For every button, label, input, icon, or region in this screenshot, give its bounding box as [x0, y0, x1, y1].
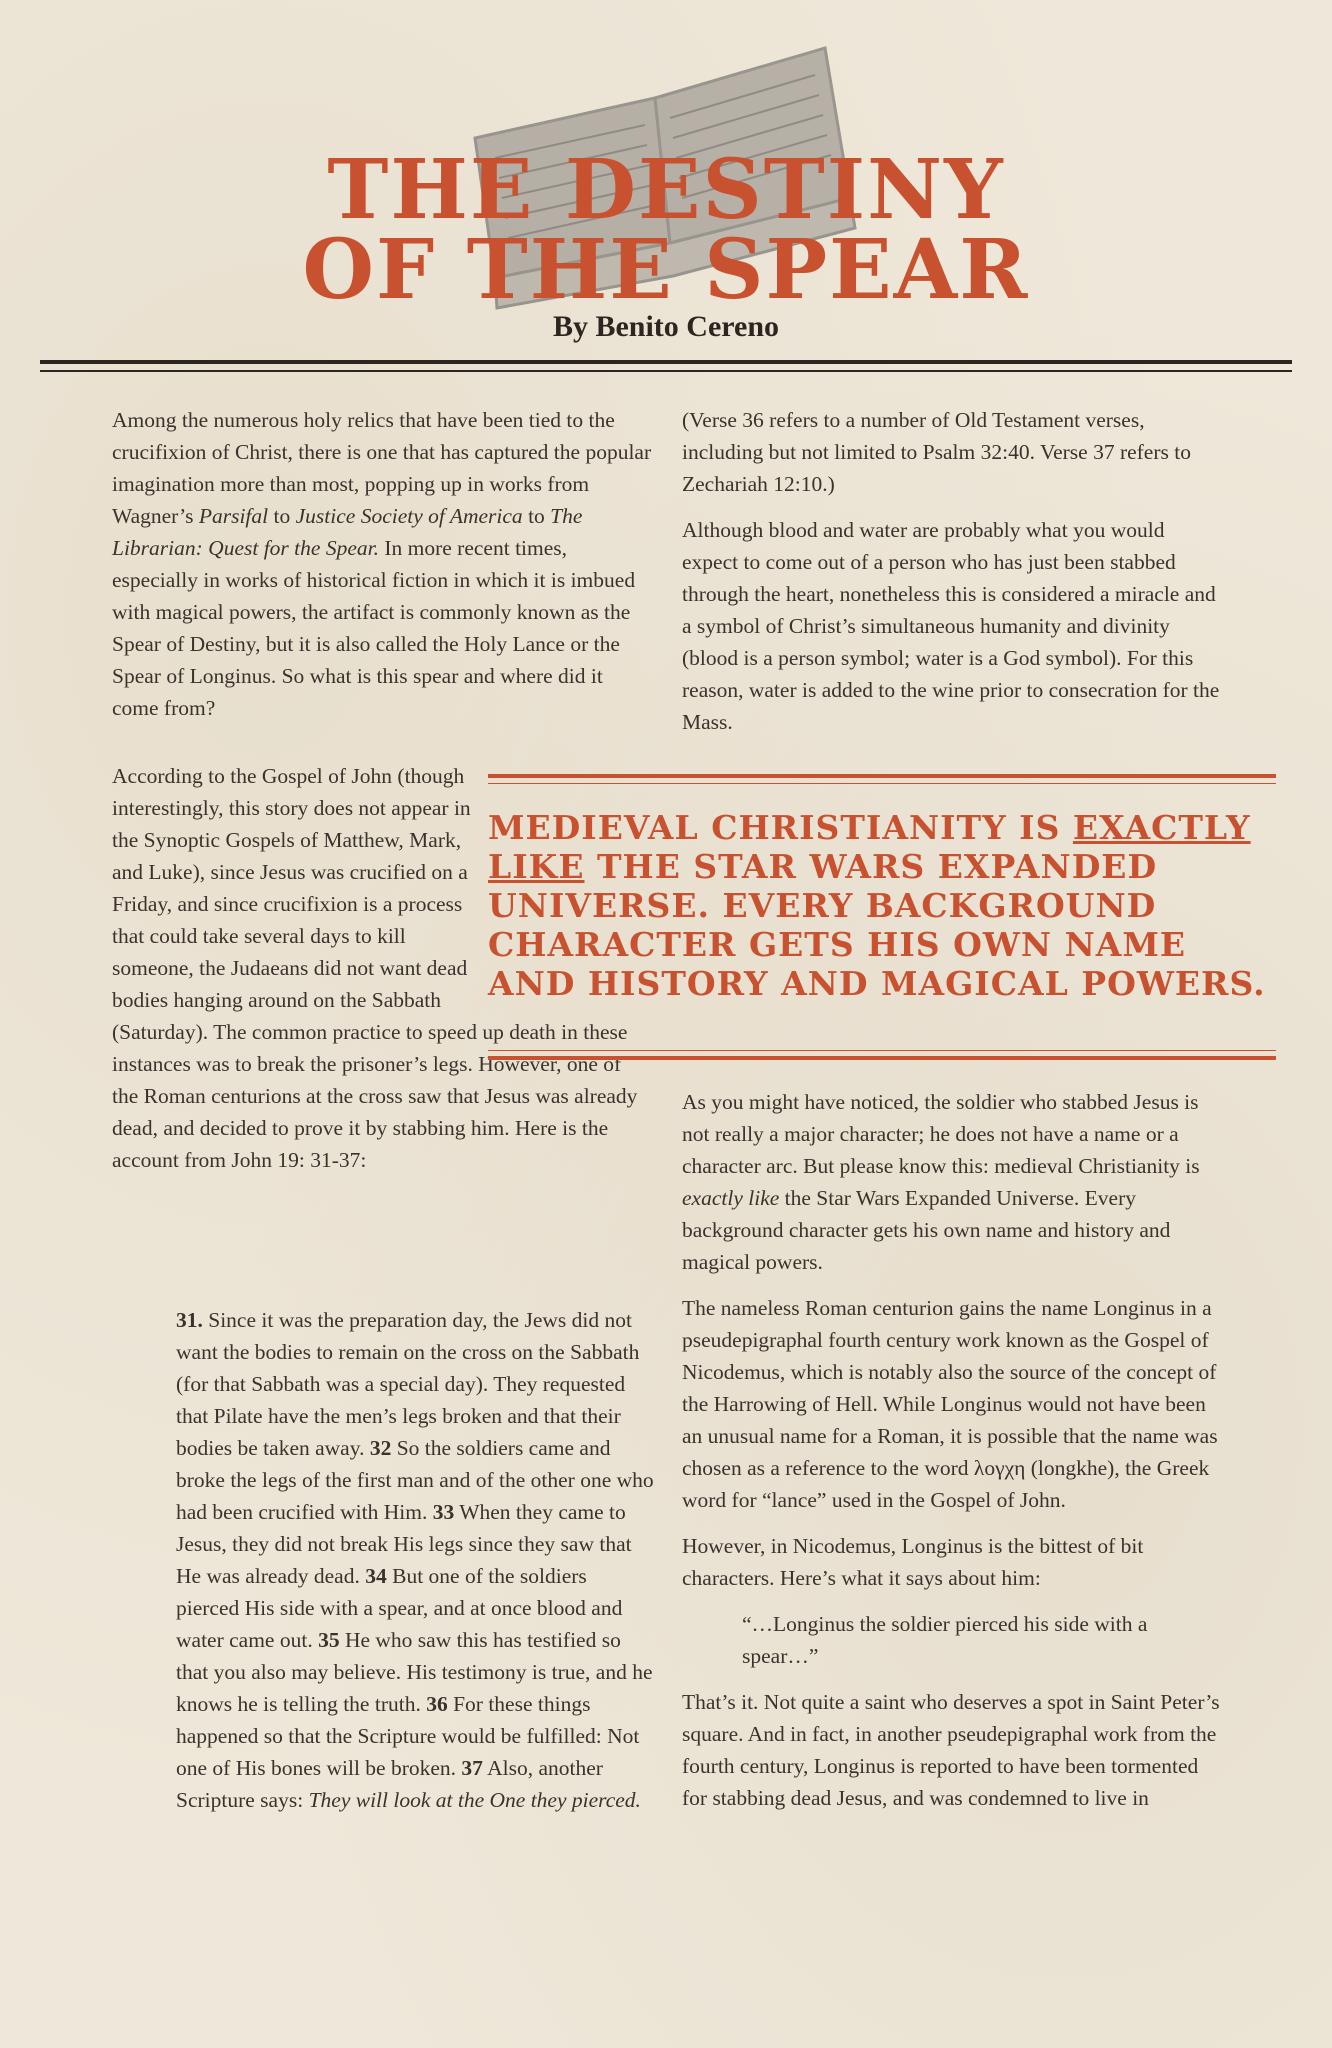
- soldier-paragraph: As you might have noticed, the soldier who stabbed Jesus is not really a major character; he does not have a name or a character arc. But please know this: medieval Christianity is exactly like the Star Wars Expanded Universe. Every background character gets his own name and history and magical powers.: [682, 1090, 1200, 1274]
- title-line-2: OF THE SPEAR: [302, 222, 1030, 318]
- title-line-1: THE DESTINY: [327, 142, 1005, 238]
- gospel-paragraph-narrow: According to the Gospel of John (though interestingly, this story does not appear in the Synoptic Gospels of Matthew, Mark, and Luke), since Jesus was crucified on a Friday, and since crucifixion is a process that could take several days to kill someone, the Judaeans did not want dead bodies hanging around on the Sabbath: [112, 764, 471, 1012]
- blood-water-paragraph: Although blood and water are probably what you would expect to come out of a person who has just been stabbed through the heart, nonetheless this is considered a miracle and a symbol of Christ’s simultaneous humanity and divinity (blood is a person symbol; water is a God symbol). For this reason, water is added to the wine prior to consecration for the Mass.: [682, 518, 1220, 734]
- verse-note-paragraph: (Verse 36 refers to a number of Old Testament verses, including but not limited to Psalm 32:40. Verse 37 refers to Zechariah 12:10.): [682, 408, 1191, 496]
- column-left-intro: [112, 404, 652, 738]
- intro-paragraph: Among the numerous holy relics that have been tied to the crucifixion of Christ, there is one that has captured the popular imagination more than most, popping up in works from Wagner’s Parsifal to Justice Society of America to The Librarian: Quest for the Spear. In more recent times, especially in works of historical fiction in which it is imbued with magical powers, the artifact is commonly known as the Spear of Destiny, but it is also called the Holy Lance or the Spear of Longinus. So what is this spear and where did it come from?: [112, 408, 652, 720]
- gospel-paragraph-wide: (Saturday). The common practice to speed up death in these instances was to break the prisoner’s legs. However, one of the Roman centurions at the cross saw that Jesus was already dead, and decided to prove it by stabbing him. Here is the account from John 19: 31-37:: [112, 1020, 638, 1172]
- nicodemus-paragraph: However, in Nicodemus, Longinus is the bittest of bit characters. Here’s what it says about him:: [682, 1534, 1144, 1590]
- scripture-quote: 31. Since it was the preparation day, the Jews did not want the bodies to remain on the cross on the Sabbath (for that Sabbath was a special day). They requested that Pilate have the men’s legs broken and that their bodies be taken away. 32 So the soldiers came and broke the legs of the first man and of the other one who had been crucified with Him. 33 When they came to Jesus, they did not break His legs since they saw that He was already dead. 34 But one of the soldiers pierced His side with a spear, and at once blood and water came out. 35 He who saw this has testified so that you also may believe. His testimony is true, and he knows he is telling the truth. 36 For these things happened so that the Scripture would be fulfilled: Not one of His bones will be broken. 37 Also, another Scripture says: They will look at the One they pierced.: [176, 1308, 654, 1812]
- nicodemus-quote: “…Longinus the soldier pierced his side with a spear…”: [742, 1612, 1148, 1668]
- longinus-paragraph: The nameless Roman centurion gains the name Longinus in a pseudepigraphal fourth century work known as the Gospel of Nicodemus, which is notably also the source of the concept of the Harrowing of Hell. While Longinus would not have been an unusual name for a Roman, it is possible that the name was chosen as a reference to the word λογχη (longkhe), the Greek word for “lance” used in the Gospel of John.: [682, 1296, 1218, 1512]
- column-right-top: [682, 404, 1222, 752]
- column-right-lower: [682, 1086, 1222, 1828]
- byline: By Benito Cereno: [552, 310, 780, 343]
- pull-quote: [488, 774, 1276, 1060]
- pull-quote-text: MEDIEVAL CHRISTIANITY IS EXACTLY LIKE THE STAR WARS EXPANDED UNIVERSE. EVERY BACKGROUND CHARACTER GETS HIS OWN NAME AND HISTORY AND MAGICAL POWERS.: [488, 808, 1266, 1003]
- header-rule-thin: [40, 370, 1292, 372]
- conclusion-paragraph: That’s it. Not quite a saint who deserves a spot in Saint Peter’s square. And in fact, in another pseudepigraphal work from the fourth century, Longinus is reported to have been tormented for stabbing dead Jesus, and was condemned to live in: [682, 1690, 1220, 1810]
- header-rule: [40, 360, 1292, 364]
